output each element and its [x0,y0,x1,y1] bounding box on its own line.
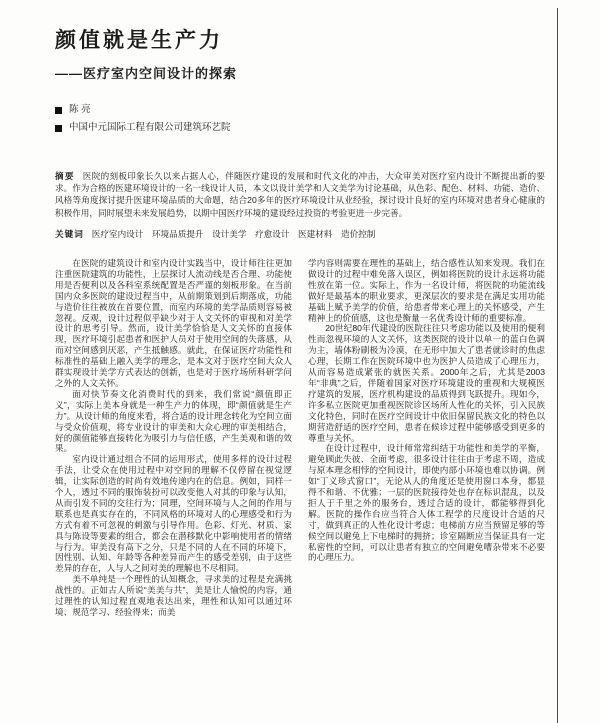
keywords-text: 医疗室内设计 环境品质提升 设计美学 疗愈设计 医建材料 造价控制 [91,228,376,239]
author-affiliation: 中国中元国际工程有限公司建筑环艺院 [69,122,231,133]
abstract-text: 医院的刻板印象长久以来占据人心，伴随医疗建设的发展和时代文化的冲击，大众审美对医疗室内设计不断提出新的要求。作为合格的医建环境设计的一名一线设计人员，本文以设计美学和人文美学为讨论基础，从色彩、配色、材料、功能、造价、风格等角度探讨提升医建环境品质的大命题，结合20多年的医疗环境设计从业经验，探讨设计良好的室内环境对患者身心健康的积极作用，同时展望未来发展趋势，以期中国医疗环境的建设经过投资的考验更进一步完善。 [55,171,545,218]
abstract-paragraph [55,170,545,219]
page-subtitle: ——医疗室内空间设计的探索 [55,66,238,81]
square-bullet-icon [55,125,62,132]
body-paragraph: 学内容则需要在理性的基础上，结合感性认知来发现。我们在做设计的过程中难免落入误区，例如将医院的设计永远将功能性放在第一位。实际上，作为一名设计师，将医院的功能流线做好是最基本的职业要求，更深层次的要求是在满足实用功能基础上赋予美学的价值，给患者带来心理上的关怀感受，产生精神上的价值感，这也是衡量一名优秀设计师的重要标准。 [308,258,545,323]
author-name: 陈 亮 [69,104,91,115]
abstract-label: 摘要 [55,171,75,181]
author-line [55,122,545,134]
body-paragraph: 在医院的建筑设计和室内设计实践当中，设计师往往更加注重医院建筑的功能性，上层探讨人流动线是否合理、功能使用是否便利以及各科室系统配置是否严谨的刻板形象。在当前国内众多医院的建设过程当中，从前期策划到后期落成，功能与造价往往被放在首要位置，而室内环境的美学品质则容易被忽视。反观，设计过程似乎缺少对于人文关怀的审视和对美学设计的思考引导。然而，设计美学恰恰是人文关怀的直接体现，医疗环境引起患者和医护人员对于使用空间的失落感，从而对空间感到厌恶，产生抵触感。就此，在保证医疗功能性和标准性的基础上融入美学的理念，是本文对于医疗空间大众人群实现设计美学方式表达的创新，也是对于医疗场所科研学问之外的人文关怀。 [55,258,292,388]
body-columns [55,258,545,690]
keywords-label: 关键词 [55,228,84,239]
body-paragraph: 在设计过程中，设计师常常纠结于功能性和美学的平衡，避免顾此失彼、全面考虑，很多设计往往由于考虑不周，造成与原本理念相悖的空间设计，即使内部小环境也难以协调。例如“丁义珍式窗口”，无论从人的角度还是使用窗口本身，都显得不和谐、不优雅；一层的医院接待处也存在标识混乱，以及拒人于千里之外的服务台，透过合适的设计，都能够得到化解。医院的操作台应当符合人体工程学的尺度设计合适的尺寸，做到真正的人性化设计考虑；电梯前方应当预留足够的等候空间以避免上下电梯时的拥挤；诊室隔断应当保证具有一定私密性的空间，可以让患者有独立的空间避免嘈杂带来不必要的心理压力。 [308,443,545,563]
square-bullet-icon [55,107,62,114]
body-paragraph: 室内设计通过组合不同的运用形式，使用多样的设计过程手法，让受众在使用过程中对空间的理解不仅停留在视觉逻辑，让实际创造的时尚有效地传递内在的信息。例如，同样一个人，透过不同的服饰装扮可以改变他人对其的印象与认知，从而引发不同的交往行为；同理，空间环境与人之间的作用与联系也是真实存在的，不同风格的环境对人的心理感受和行为方式有着不可忽视的刺激与引导作用。色彩、灯光、材质、家具与陈设等要素的组合，都会在潜移默化中影响使用者的情绪与行为。审美没有高下之分，只是不同的人在不同的环境下，因性别、认知、年龄等各种差异而产生的感受差别，由于这些差异的存在，人与人之间对美的理解也不尽相同。 [55,454,292,574]
author-block [55,104,545,134]
body-column-right [308,258,545,690]
page-title: 颜值就是生产力 [55,29,223,52]
body-column-left [55,258,292,690]
keywords-line [55,228,545,240]
body-paragraph: 面对快节奏文化消费时代的到来，我们常说“颜值即正义”，实际上美本身就是一种生产力的体现，即“颜值就是生产力”。从设计师的角度来看，将合适的设计理念转化为空间立面与受众价值观，将专业设计的审美和大众心理的审美相结合，好的颜值能够直接转化为吸引力与信任感，产生美观和谐的效果。 [55,388,292,454]
page-content [55,0,545,690]
body-paragraph: 20世纪80年代建设的医院往往只考虑功能以及使用的便利性而忽视环境的人文关怀，这类医院的设计以单一的蓝白色调为主，墙体粉刷极为冷漠，在无形中加大了患者就诊时的焦虑心理，长期工作在医院环境中也为医护人员造成了心理压力，从而容易造成紧张的就医关系。2000年之后，尤其是2003年“非典”之后，伴随着国家对医疗环境建设的重视和大规模医疗建筑的发展，医疗机构建设的品质得到飞跃提升。现如今，许多私立医院更加重视医院诊区场所人性化的关怀，引入民族文化特色，同时在医疗空间设计中依旧保留民族文化的特色以期营造舒适的医疗空间，患者在候诊过程中能够感受到更多的尊重与关怀。 [308,323,545,443]
page-edge-rule [557,8,558,723]
article-header [55,24,545,134]
body-paragraph: 美不单纯是一个理性的认知概念，寻求美的过程是充满挑战性的。正如古人所说“美美与共”，美是让人愉悦的内容，通过理性的认知过程直观地表达出来，理性和认知可以通过环境、规范学习、经验得来；而美 [55,574,292,618]
author-line [55,104,545,116]
abstract-section [55,170,545,240]
